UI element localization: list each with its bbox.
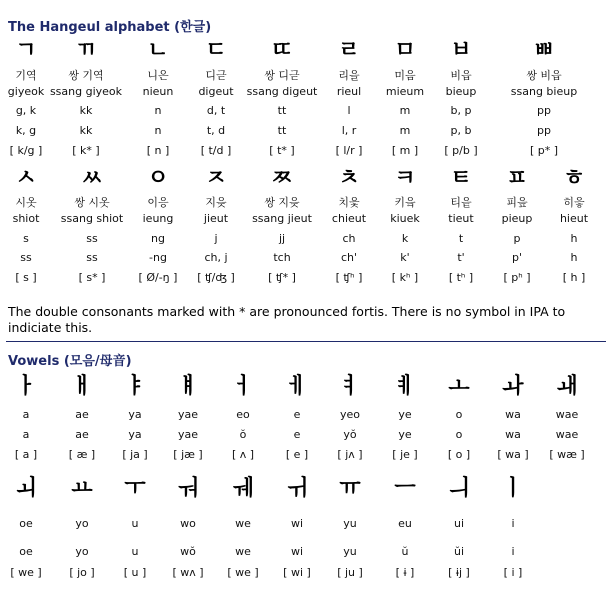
hangeul-letter: ㄸ bbox=[271, 38, 293, 63]
final-sound: p' bbox=[511, 251, 522, 264]
initial-sound: j bbox=[214, 232, 218, 245]
hangeul-vowel: ㅐ bbox=[71, 374, 93, 399]
letter-romanization: kiuek bbox=[390, 212, 420, 225]
initial-sound: h bbox=[570, 232, 578, 245]
vowel-mr-romanization: a bbox=[22, 428, 30, 441]
vowel-romanization: ye bbox=[398, 408, 412, 421]
ipa-transcription: [ p* ] bbox=[529, 144, 559, 157]
final-sound: tch bbox=[273, 251, 291, 264]
hangeul-letter: ㄴ bbox=[147, 38, 169, 63]
hangeul-vowel: ㅕ bbox=[339, 374, 361, 399]
vowel-mr-romanization: ya bbox=[128, 428, 142, 441]
section-divider bbox=[6, 341, 606, 342]
letter-romanization: digeut bbox=[198, 85, 234, 98]
ipa-transcription: [ s* ] bbox=[78, 271, 106, 284]
vowel-mr-romanization: wa bbox=[505, 428, 521, 441]
vowel-romanization: ui bbox=[453, 517, 465, 530]
ipa-transcription: [ k/g ] bbox=[9, 144, 43, 157]
vowel-mr-romanization: u bbox=[131, 545, 139, 558]
letter-romanization: pieup bbox=[501, 212, 533, 225]
letter-name: 시옷 bbox=[15, 196, 37, 209]
ipa-transcription: [ t* ] bbox=[269, 144, 295, 157]
ipa-transcription: [ æ ] bbox=[68, 448, 96, 461]
hangeul-letter: ㄲ bbox=[75, 38, 97, 63]
ipa-transcription: [ a ] bbox=[14, 448, 38, 461]
vowels-heading: Vowels (모음/母音) bbox=[8, 354, 132, 369]
final-sound: k' bbox=[400, 251, 410, 264]
vowel-mr-romanization: yŏ bbox=[343, 428, 357, 441]
vowel-romanization: wi bbox=[290, 517, 304, 530]
initial-sound: ss bbox=[86, 232, 98, 245]
final-sound: tt bbox=[277, 124, 287, 137]
hangeul-letter: ㅂ bbox=[450, 38, 472, 63]
letter-name: 기역 bbox=[15, 69, 37, 82]
letter-name: 비읍 bbox=[450, 69, 472, 82]
final-sound: -ng bbox=[149, 251, 167, 264]
ipa-transcription: [ ɨj ] bbox=[448, 566, 470, 579]
hangeul-vowel: ㅞ bbox=[232, 476, 254, 501]
hangeul-vowel: ㅚ bbox=[15, 476, 37, 501]
hangeul-letter: ㅅ bbox=[15, 166, 37, 191]
vowel-mr-romanization: ŏ bbox=[239, 428, 247, 441]
ipa-transcription: [ s ] bbox=[15, 271, 37, 284]
hangeul-vowel: ㅠ bbox=[339, 476, 361, 501]
vowel-mr-romanization: ŭi bbox=[453, 545, 465, 558]
letter-romanization: hieut bbox=[559, 212, 589, 225]
hangeul-letter: ㄹ bbox=[338, 38, 360, 63]
hangeul-letter: ㅌ bbox=[450, 166, 472, 191]
vowel-romanization: wa bbox=[505, 408, 521, 421]
letter-romanization: shiot bbox=[12, 212, 40, 225]
ipa-transcription: [ l/r ] bbox=[335, 144, 363, 157]
hangeul-letter: ㅊ bbox=[338, 166, 360, 191]
letter-romanization: bieup bbox=[445, 85, 477, 98]
initial-sound: ch bbox=[342, 232, 356, 245]
vowel-mr-romanization: oe bbox=[19, 545, 33, 558]
vowel-mr-romanization: wae bbox=[555, 428, 579, 441]
ipa-transcription: [ h ] bbox=[562, 271, 586, 284]
initial-sound: kk bbox=[79, 104, 93, 117]
final-sound: k, g bbox=[15, 124, 37, 137]
final-sound: t' bbox=[457, 251, 465, 264]
ipa-transcription: [ wʌ ] bbox=[172, 566, 204, 579]
vowel-romanization: wo bbox=[180, 517, 196, 530]
hangeul-letter: ㄱ bbox=[15, 38, 37, 63]
hangeul-vowel: ㅔ bbox=[286, 374, 308, 399]
letter-romanization: ssang shiot bbox=[60, 212, 124, 225]
vowel-mr-romanization: e bbox=[293, 428, 301, 441]
ipa-transcription: [ jæ ] bbox=[173, 448, 203, 461]
hangeul-vowel: ㅟ bbox=[286, 476, 308, 501]
vowel-romanization: wae bbox=[555, 408, 579, 421]
final-sound: l, r bbox=[341, 124, 357, 137]
final-sound: pp bbox=[537, 124, 551, 137]
initial-sound: g, k bbox=[15, 104, 37, 117]
ipa-transcription: [ i ] bbox=[503, 566, 523, 579]
hangeul-vowel: ㅣ bbox=[502, 476, 524, 501]
letter-name: 쌍 디귿 bbox=[264, 69, 300, 82]
ipa-transcription: [ we ] bbox=[10, 566, 42, 579]
vowel-romanization: yo bbox=[75, 517, 89, 530]
vowel-romanization: o bbox=[455, 408, 463, 421]
ipa-transcription: [ t/d ] bbox=[200, 144, 232, 157]
ipa-transcription: [ kʰ ] bbox=[391, 271, 419, 284]
letter-name: 피읖 bbox=[506, 196, 528, 209]
initial-sound: jj bbox=[278, 232, 286, 245]
letter-name: 이응 bbox=[147, 196, 169, 209]
letter-name: 미음 bbox=[394, 69, 416, 82]
initial-sound: t bbox=[458, 232, 464, 245]
hangeul-vowel: ㅜ bbox=[124, 476, 146, 501]
vowel-romanization: yu bbox=[343, 517, 357, 530]
final-sound: kk bbox=[79, 124, 93, 137]
vowel-mr-romanization: yu bbox=[343, 545, 357, 558]
vowel-romanization: eu bbox=[398, 517, 412, 530]
hangeul-vowel: ㅡ bbox=[394, 476, 416, 501]
fortis-note: The double consonants marked with * are pronounced fortis. There is no symbol in IPA to indiciate this. bbox=[8, 304, 566, 335]
hangeul-vowel: ㅗ bbox=[448, 374, 470, 399]
hangeul-letter: ㅁ bbox=[394, 38, 416, 63]
ipa-transcription: [ n ] bbox=[146, 144, 170, 157]
vowel-romanization: eo bbox=[236, 408, 250, 421]
vowel-mr-romanization: ye bbox=[398, 428, 412, 441]
letter-name: 디귿 bbox=[205, 69, 227, 82]
hangeul-letter: ㅉ bbox=[271, 166, 293, 191]
letter-romanization: chieut bbox=[331, 212, 367, 225]
vowel-romanization: e bbox=[293, 408, 301, 421]
letter-name: 쌍 기역 bbox=[68, 69, 104, 82]
vowel-mr-romanization: wŏ bbox=[180, 545, 196, 558]
ipa-transcription: [ wæ ] bbox=[549, 448, 585, 461]
letter-romanization: ssang giyeok bbox=[49, 85, 123, 98]
vowel-romanization: yeo bbox=[339, 408, 360, 421]
hangeul-letter: ㅋ bbox=[394, 166, 416, 191]
initial-sound: ng bbox=[151, 232, 165, 245]
letter-romanization: mieum bbox=[385, 85, 425, 98]
vowel-mr-romanization: ŭ bbox=[401, 545, 409, 558]
vowel-romanization: we bbox=[235, 517, 251, 530]
vowel-romanization: ae bbox=[75, 408, 89, 421]
letter-name: 쌍 비읍 bbox=[526, 69, 562, 82]
final-sound: ss bbox=[20, 251, 32, 264]
initial-sound: b, p bbox=[450, 104, 472, 117]
vowel-romanization: i bbox=[511, 517, 515, 530]
final-sound: t, d bbox=[206, 124, 226, 137]
vowel-romanization: ya bbox=[128, 408, 142, 421]
hangeul-vowel: ㅏ bbox=[15, 374, 37, 399]
letter-romanization: ssang jieut bbox=[252, 212, 312, 225]
letter-name: 키읔 bbox=[394, 196, 416, 209]
vowel-mr-romanization: ae bbox=[75, 428, 89, 441]
ipa-transcription: [ m ] bbox=[391, 144, 419, 157]
letter-romanization: ssang digeut bbox=[246, 85, 318, 98]
final-sound: h bbox=[570, 251, 578, 264]
letter-name: 지읒 bbox=[205, 196, 227, 209]
vowel-mr-romanization: wi bbox=[290, 545, 304, 558]
ipa-transcription: [ jʌ ] bbox=[337, 448, 363, 461]
vowel-mr-romanization: yo bbox=[75, 545, 89, 558]
ipa-transcription: [ ʧ/ʤ ] bbox=[197, 271, 235, 284]
hangeul-vowel: ㅝ bbox=[177, 476, 199, 501]
letter-romanization: ssang bieup bbox=[510, 85, 578, 98]
ipa-transcription: [ k* ] bbox=[72, 144, 100, 157]
hangeul-vowel: ㅑ bbox=[124, 374, 146, 399]
initial-sound: s bbox=[23, 232, 29, 245]
vowel-romanization: oe bbox=[19, 517, 33, 530]
initial-sound: m bbox=[399, 104, 411, 117]
ipa-transcription: [ e ] bbox=[285, 448, 309, 461]
hangeul-letter: ㅍ bbox=[506, 166, 528, 191]
hangeul-letter: ㅎ bbox=[563, 166, 585, 191]
final-sound: p, b bbox=[450, 124, 472, 137]
initial-sound: l bbox=[347, 104, 351, 117]
ipa-transcription: [ je ] bbox=[392, 448, 418, 461]
letter-name: 니은 bbox=[147, 69, 169, 82]
initial-sound: d, t bbox=[206, 104, 226, 117]
ipa-transcription: [ ʧ* ] bbox=[268, 271, 296, 284]
vowel-romanization: yae bbox=[177, 408, 199, 421]
ipa-transcription: [ ʌ ] bbox=[231, 448, 255, 461]
letter-name: 히읗 bbox=[563, 196, 585, 209]
letter-romanization: ieung bbox=[142, 212, 174, 225]
ipa-transcription: [ o ] bbox=[447, 448, 471, 461]
letter-romanization: rieul bbox=[336, 85, 362, 98]
letter-name: 티읕 bbox=[450, 196, 472, 209]
hangeul-vowel: ㅒ bbox=[177, 374, 199, 399]
hangeul-letter: ㅆ bbox=[81, 166, 103, 191]
letter-romanization: giyeok bbox=[7, 85, 45, 98]
hangeul-vowel: ㅖ bbox=[394, 374, 416, 399]
final-sound: m bbox=[399, 124, 411, 137]
initial-sound: tt bbox=[277, 104, 287, 117]
vowel-mr-romanization: o bbox=[455, 428, 463, 441]
letter-romanization: nieun bbox=[142, 85, 174, 98]
ipa-transcription: [ ja ] bbox=[122, 448, 148, 461]
initial-sound: pp bbox=[537, 104, 551, 117]
vowel-romanization: u bbox=[131, 517, 139, 530]
letter-name: 쌍 시옷 bbox=[74, 196, 110, 209]
final-sound: ch, j bbox=[204, 251, 228, 264]
hangeul-vowel: ㅛ bbox=[71, 476, 93, 501]
ipa-transcription: [ wa ] bbox=[497, 448, 529, 461]
vowel-mr-romanization: we bbox=[235, 545, 251, 558]
hangeul-vowel: ㅓ bbox=[232, 374, 254, 399]
letter-name: 치읓 bbox=[338, 196, 360, 209]
ipa-transcription: [ pʰ ] bbox=[503, 271, 531, 284]
ipa-transcription: [ u ] bbox=[123, 566, 147, 579]
hangeul-letter: ㅇ bbox=[147, 166, 169, 191]
ipa-transcription: [ jo ] bbox=[69, 566, 95, 579]
letter-romanization: tieut bbox=[448, 212, 474, 225]
final-sound: ss bbox=[86, 251, 98, 264]
ipa-transcription: [ we ] bbox=[227, 566, 259, 579]
ipa-transcription: [ tʰ ] bbox=[448, 271, 474, 284]
hangeul-vowel: ㅢ bbox=[448, 476, 470, 501]
ipa-transcription: [ Ø/-ŋ ] bbox=[138, 271, 178, 284]
letter-name: 리을 bbox=[338, 69, 360, 82]
ipa-transcription: [ ju ] bbox=[337, 566, 363, 579]
initial-sound: p bbox=[513, 232, 521, 245]
ipa-transcription: [ ɨ ] bbox=[395, 566, 415, 579]
hangeul-vowel: ㅙ bbox=[556, 374, 578, 399]
hangeul-letter: ㄷ bbox=[205, 38, 227, 63]
ipa-transcription: [ p/b ] bbox=[444, 144, 478, 157]
ipa-transcription: [ ʧʰ ] bbox=[335, 271, 363, 284]
initial-sound: n bbox=[154, 104, 162, 117]
consonants-heading: The Hangeul alphabet (한글) bbox=[8, 20, 212, 35]
vowel-mr-romanization: i bbox=[511, 545, 515, 558]
letter-romanization: jieut bbox=[203, 212, 229, 225]
vowel-romanization: a bbox=[22, 408, 30, 421]
vowel-mr-romanization: yae bbox=[177, 428, 199, 441]
final-sound: ch' bbox=[340, 251, 358, 264]
hangeul-letter: ㅈ bbox=[205, 166, 227, 191]
hangeul-vowel: ㅘ bbox=[502, 374, 524, 399]
ipa-transcription: [ wi ] bbox=[283, 566, 311, 579]
hangeul-letter: ㅃ bbox=[533, 38, 555, 63]
letter-name: 쌍 지읒 bbox=[264, 196, 300, 209]
initial-sound: k bbox=[401, 232, 409, 245]
final-sound: n bbox=[154, 124, 162, 137]
